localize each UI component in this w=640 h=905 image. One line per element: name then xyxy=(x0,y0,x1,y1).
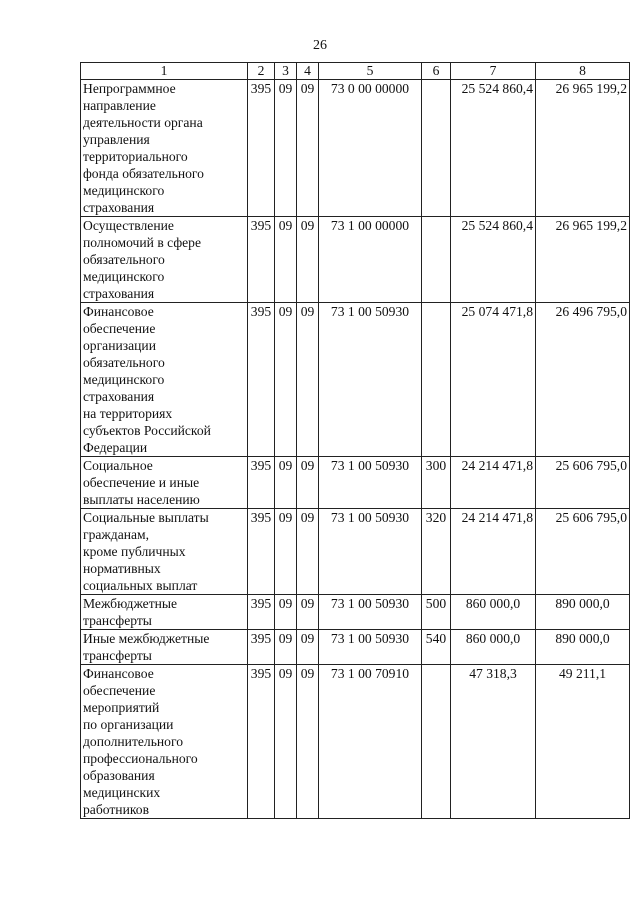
target-article-code: 73 1 00 50930 xyxy=(319,630,422,665)
amount-year-1: 24 214 471,8 xyxy=(451,457,536,509)
row-name-line: медицинского xyxy=(83,183,165,198)
row-name xyxy=(81,595,248,630)
column-header-5: 5 xyxy=(319,63,422,80)
chapter-code: 395 xyxy=(248,665,275,819)
table-row xyxy=(81,665,630,819)
subsection-code: 09 xyxy=(297,217,319,303)
column-header-1: 1 xyxy=(81,63,248,80)
table-body xyxy=(81,80,630,819)
amount-year-1: 25 524 860,4 xyxy=(451,217,536,303)
row-name-line: обязательного xyxy=(83,252,165,267)
chapter-code: 395 xyxy=(248,303,275,457)
row-name-line: гражданам, xyxy=(83,527,150,542)
section-code: 09 xyxy=(275,665,297,819)
row-name-line: Социальные выплаты xyxy=(83,510,209,525)
column-header-7: 7 xyxy=(451,63,536,80)
amount-year-1: 25 074 471,8 xyxy=(451,303,536,457)
row-name-line: Федерации xyxy=(83,440,148,455)
amount-year-2: 25 606 795,0 xyxy=(536,457,630,509)
target-article-code: 73 0 00 00000 xyxy=(319,80,422,217)
table-row xyxy=(81,595,630,630)
row-name-line: деятельности органа xyxy=(83,115,203,130)
section-code: 09 xyxy=(275,457,297,509)
expense-type-code xyxy=(422,665,451,819)
row-name-line: обеспечение xyxy=(83,683,156,698)
target-article-code: 73 1 00 00000 xyxy=(319,217,422,303)
row-name-line: территориального xyxy=(83,149,188,164)
subsection-code: 09 xyxy=(297,630,319,665)
target-article-code: 73 1 00 50930 xyxy=(319,595,422,630)
page-number: 26 xyxy=(313,38,327,53)
row-name-line: нормативных xyxy=(83,561,161,576)
row-name-line: Осуществление xyxy=(83,218,174,233)
column-header-3: 3 xyxy=(275,63,297,80)
chapter-code: 395 xyxy=(248,595,275,630)
subsection-code: 09 xyxy=(297,457,319,509)
row-name-line: Социальное xyxy=(83,458,153,473)
target-article-code: 73 1 00 50930 xyxy=(319,457,422,509)
target-article-code: 73 1 00 50930 xyxy=(319,303,422,457)
row-name-line: управления xyxy=(83,132,150,147)
table-row xyxy=(81,630,630,665)
row-name-line: медицинского xyxy=(83,372,165,387)
section-code: 09 xyxy=(275,80,297,217)
row-name xyxy=(81,80,248,217)
row-name-line: образования xyxy=(83,768,155,783)
amount-year-1: 24 214 471,8 xyxy=(451,509,536,595)
column-header-4: 4 xyxy=(297,63,319,80)
amount-year-2: 26 496 795,0 xyxy=(536,303,630,457)
row-name-line: работников xyxy=(83,802,149,817)
row-name-line: на территориях xyxy=(83,406,173,421)
expense-type-code: 500 xyxy=(422,595,451,630)
target-article-code: 73 1 00 70910 xyxy=(319,665,422,819)
row-name-line: Иные межбюджетные xyxy=(83,631,210,646)
row-name-line: по организации xyxy=(83,717,174,732)
column-header-2: 2 xyxy=(248,63,275,80)
row-name xyxy=(81,509,248,595)
subsection-code: 09 xyxy=(297,665,319,819)
table-row xyxy=(81,509,630,595)
row-name-line: трансферты xyxy=(83,648,152,663)
table-row xyxy=(81,457,630,509)
amount-year-2: 26 965 199,2 xyxy=(536,80,630,217)
row-name-line: Финансовое xyxy=(83,666,154,681)
row-name-line: Финансовое xyxy=(83,304,154,319)
chapter-code: 395 xyxy=(248,457,275,509)
row-name-line: Межбюджетные xyxy=(83,596,178,611)
subsection-code: 09 xyxy=(297,509,319,595)
amount-year-2: 890 000,0 xyxy=(536,630,630,665)
expense-type-code xyxy=(422,303,451,457)
chapter-code: 395 xyxy=(248,630,275,665)
amount-year-2: 26 965 199,2 xyxy=(536,217,630,303)
row-name-line: профессионального xyxy=(83,751,198,766)
expense-type-code: 320 xyxy=(422,509,451,595)
row-name-line: страхования xyxy=(83,286,155,301)
subsection-code: 09 xyxy=(297,80,319,217)
row-name-line: полномочий в сфере xyxy=(83,235,202,250)
row-name xyxy=(81,217,248,303)
column-header-8: 8 xyxy=(536,63,630,80)
row-name xyxy=(81,303,248,457)
section-code: 09 xyxy=(275,595,297,630)
table-row xyxy=(81,80,630,217)
chapter-code: 395 xyxy=(248,80,275,217)
subsection-code: 09 xyxy=(297,595,319,630)
row-name-line: обязательного xyxy=(83,355,165,370)
row-name xyxy=(81,630,248,665)
row-name-line: медицинских xyxy=(83,785,161,800)
expense-type-code: 300 xyxy=(422,457,451,509)
row-name-line: Непрограммное xyxy=(83,81,176,96)
column-header-6: 6 xyxy=(422,63,451,80)
row-name-line: страхования xyxy=(83,200,155,215)
amount-year-1: 25 524 860,4 xyxy=(451,80,536,217)
amount-year-1: 47 318,3 xyxy=(451,665,536,819)
amount-year-2: 25 606 795,0 xyxy=(536,509,630,595)
row-name-line: дополнительного xyxy=(83,734,184,749)
row-name-line: обеспечение xyxy=(83,321,156,336)
row-name-line: медицинского xyxy=(83,269,165,284)
expense-type-code xyxy=(422,80,451,217)
amount-year-1: 860 000,0 xyxy=(451,595,536,630)
section-code: 09 xyxy=(275,630,297,665)
row-name-line: трансферты xyxy=(83,613,152,628)
chapter-code: 395 xyxy=(248,217,275,303)
row-name xyxy=(81,665,248,819)
row-name-line: выплаты населению xyxy=(83,492,200,507)
row-name-line: обеспечение и иные xyxy=(83,475,200,490)
header-row xyxy=(81,63,630,80)
section-code: 09 xyxy=(275,303,297,457)
table-row xyxy=(81,303,630,457)
target-article-code: 73 1 00 50930 xyxy=(319,509,422,595)
row-name xyxy=(81,457,248,509)
amount-year-1: 860 000,0 xyxy=(451,630,536,665)
chapter-code: 395 xyxy=(248,509,275,595)
row-name-line: кроме публичных xyxy=(83,544,186,559)
budget-table xyxy=(80,62,630,819)
row-name-line: страхования xyxy=(83,389,155,404)
row-name-line: социальных выплат xyxy=(83,578,198,593)
table-row xyxy=(81,217,630,303)
section-code: 09 xyxy=(275,217,297,303)
subsection-code: 09 xyxy=(297,303,319,457)
row-name-line: субъектов Российской xyxy=(83,423,211,438)
row-name-line: организации xyxy=(83,338,156,353)
amount-year-2: 890 000,0 xyxy=(536,595,630,630)
row-name-line: мероприятий xyxy=(83,700,160,715)
row-name-line: фонда обязательного xyxy=(83,166,204,181)
expense-type-code: 540 xyxy=(422,630,451,665)
amount-year-2: 49 211,1 xyxy=(536,665,630,819)
row-name-line: направление xyxy=(83,98,156,113)
expense-type-code xyxy=(422,217,451,303)
section-code: 09 xyxy=(275,509,297,595)
